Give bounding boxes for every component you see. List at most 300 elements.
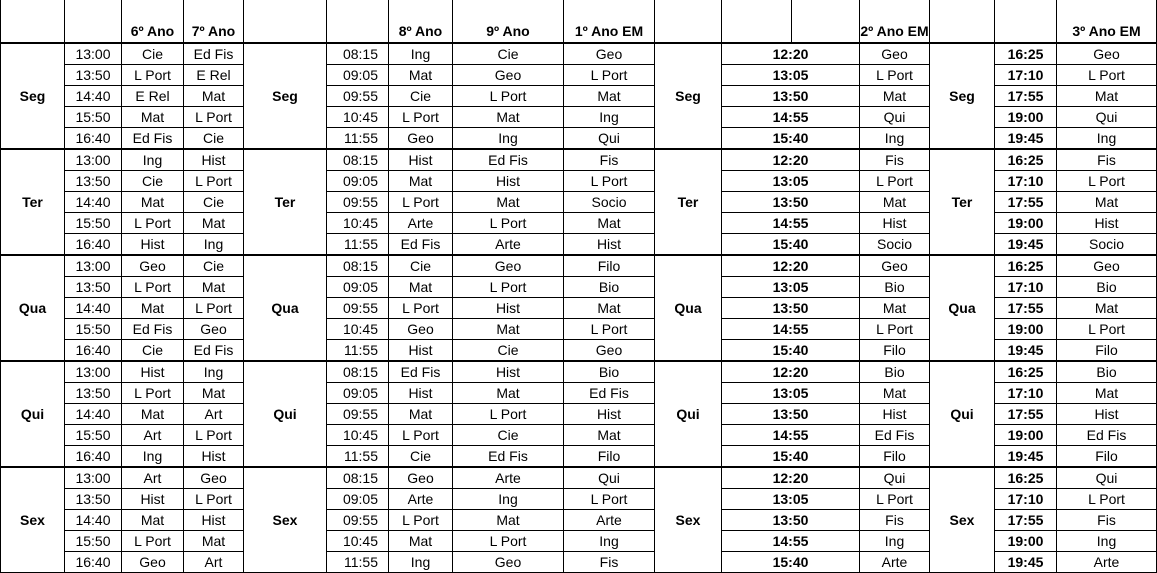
subject-2-ano-em: L Port [860,65,930,86]
header-row [1,0,1157,43]
subject-9-ano: Arte [453,467,564,489]
subject-3-ano-em: Geo [1057,255,1157,277]
subject-7-ano: Cie [184,255,244,277]
subject-9-ano: Mat [453,383,564,404]
subject-1-ano-em: Geo [564,43,655,65]
time-cell: 09:55 [327,86,389,107]
subject-8-ano: L Port [389,425,453,446]
subject-2-ano-em: Bio [860,277,930,298]
time-cell: 14:40 [65,510,122,531]
day-label: Qui [930,361,995,467]
header-time-blank [65,0,122,43]
day-label: Seg [244,43,327,149]
day-label: Qua [1,255,65,361]
time-cell: 08:15 [327,43,389,65]
time-cell: 19:00 [995,531,1057,552]
subject-6-ano: Geo [122,552,184,573]
subject-8-ano: Ing [389,552,453,573]
subject-1-ano-em: Bio [564,277,655,298]
subject-1-ano-em: Mat [564,425,655,446]
subject-8-ano: Hist [389,340,453,362]
subject-6-ano: Hist [122,361,184,383]
subject-1-ano-em: Filo [564,255,655,277]
day-label: Ter [244,149,327,255]
day-label: Sex [930,467,995,573]
time-cell: 09:05 [327,489,389,510]
subject-1-ano-em: Filo [564,446,655,468]
subject-7-ano: Cie [184,128,244,150]
time-cell: 13:05 [722,171,860,192]
time-cell: 15:40 [722,552,860,573]
time-cell: 10:45 [327,319,389,340]
time-cell: 13:50 [722,510,860,531]
day-label: Qui [655,361,722,467]
time-cell: 16:40 [65,446,122,468]
subject-3-ano-em: Qui [1057,107,1157,128]
subject-8-ano: Mat [389,171,453,192]
subject-9-ano: Geo [453,255,564,277]
subject-6-ano: L Port [122,531,184,552]
time-cell: 13:00 [65,255,122,277]
header-9-ano: 9º Ano [453,0,564,43]
time-cell: 17:55 [995,404,1057,425]
time-cell: 17:55 [995,192,1057,213]
subject-1-ano-em: Bio [564,361,655,383]
time-cell: 19:45 [995,552,1057,573]
subject-2-ano-em: Hist [860,213,930,234]
subject-2-ano-em: Ing [860,531,930,552]
day-label: Qui [244,361,327,467]
subject-2-ano-em: L Port [860,319,930,340]
subject-3-ano-em: Socio [1057,234,1157,256]
subject-6-ano: Geo [122,255,184,277]
subject-3-ano-em: Ing [1057,531,1157,552]
subject-9-ano: Hist [453,171,564,192]
time-cell: 13:50 [65,489,122,510]
subject-1-ano-em: Mat [564,298,655,319]
subject-3-ano-em: L Port [1057,319,1157,340]
time-cell: 13:50 [722,298,860,319]
subject-1-ano-em: Ing [564,531,655,552]
time-cell: 15:50 [65,319,122,340]
header-day-blank [655,0,722,43]
subject-7-ano: Ing [184,234,244,256]
time-cell: 13:05 [722,65,860,86]
subject-7-ano: Cie [184,192,244,213]
time-cell: 15:50 [65,213,122,234]
header-2-ano-em: 2º Ano EM [860,0,930,43]
time-cell: 13:00 [65,43,122,65]
day-label: Seg [930,43,995,149]
subject-6-ano: Art [122,467,184,489]
subject-8-ano: Hist [389,149,453,171]
time-cell: 17:55 [995,86,1057,107]
time-cell: 09:55 [327,404,389,425]
time-cell: 16:25 [995,43,1057,65]
subject-9-ano: Hist [453,298,564,319]
subject-6-ano: E Rel [122,86,184,107]
time-cell: 13:50 [65,383,122,404]
time-cell: 14:55 [722,319,860,340]
subject-2-ano-em: Socio [860,234,930,256]
subject-7-ano: L Port [184,425,244,446]
subject-8-ano: Geo [389,319,453,340]
time-cell: 13:00 [65,149,122,171]
subject-3-ano-em: Filo [1057,340,1157,362]
subject-7-ano: Geo [184,467,244,489]
subject-2-ano-em: Ed Fis [860,425,930,446]
time-cell: 19:00 [995,425,1057,446]
subject-1-ano-em: Geo [564,340,655,362]
time-cell: 10:45 [327,425,389,446]
time-cell: 19:00 [995,107,1057,128]
day-label: Sex [655,467,722,573]
subject-8-ano: Mat [389,531,453,552]
day-label: Qui [1,361,65,467]
subject-8-ano: Arte [389,213,453,234]
time-cell: 08:15 [327,467,389,489]
subject-2-ano-em: L Port [860,489,930,510]
subject-8-ano: Ed Fis [389,234,453,256]
subject-2-ano-em: Fis [860,149,930,171]
subject-6-ano: Cie [122,171,184,192]
subject-8-ano: Geo [389,128,453,150]
time-cell: 16:40 [65,552,122,573]
day-label: Qua [244,255,327,361]
subject-7-ano: Mat [184,277,244,298]
subject-9-ano: Cie [453,425,564,446]
header-3-ano-em: 3º Ano EM [1057,0,1157,43]
subject-2-ano-em: Bio [860,361,930,383]
subject-1-ano-em: Mat [564,213,655,234]
subject-9-ano: Cie [453,340,564,362]
time-cell: 19:45 [995,234,1057,256]
subject-2-ano-em: Geo [860,255,930,277]
subject-3-ano-em: Filo [1057,446,1157,468]
subject-3-ano-em: Bio [1057,361,1157,383]
day-label: Ter [1,149,65,255]
subject-3-ano-em: Fis [1057,510,1157,531]
time-cell: 17:10 [995,65,1057,86]
time-cell: 11:55 [327,552,389,573]
time-cell: 08:15 [327,149,389,171]
header-day-blank [1,0,65,43]
subject-1-ano-em: Mat [564,86,655,107]
subject-9-ano: L Port [453,213,564,234]
subject-7-ano: L Port [184,107,244,128]
time-cell: 12:20 [722,467,860,489]
time-cell: 19:45 [995,340,1057,362]
subject-1-ano-em: L Port [564,171,655,192]
subject-6-ano: Cie [122,43,184,65]
subject-1-ano-em: Fis [564,552,655,573]
subject-7-ano: E Rel [184,65,244,86]
header-7-ano: 7º Ano [184,0,244,43]
table-row [1,255,1157,277]
subject-2-ano-em: Qui [860,467,930,489]
time-cell: 10:45 [327,213,389,234]
time-cell: 08:15 [327,361,389,383]
subject-1-ano-em: Fis [564,149,655,171]
subject-6-ano: Mat [122,192,184,213]
time-cell: 17:55 [995,510,1057,531]
subject-9-ano: Arte [453,234,564,256]
table-row [1,361,1157,383]
time-cell: 12:20 [722,255,860,277]
subject-3-ano-em: Fis [1057,149,1157,171]
header-time-blank [327,0,389,43]
subject-8-ano: Cie [389,255,453,277]
subject-2-ano-em: Hist [860,404,930,425]
time-cell: 09:05 [327,277,389,298]
time-cell: 17:10 [995,277,1057,298]
day-label: Sex [244,467,327,573]
time-cell: 09:55 [327,298,389,319]
time-cell: 14:40 [65,86,122,107]
time-cell: 14:55 [722,531,860,552]
subject-6-ano: Mat [122,510,184,531]
subject-7-ano: Hist [184,149,244,171]
subject-8-ano: Mat [389,404,453,425]
time-cell: 13:05 [722,383,860,404]
subject-7-ano: Ing [184,361,244,383]
time-cell: 13:50 [65,65,122,86]
subject-6-ano: Art [122,425,184,446]
time-cell: 14:40 [65,404,122,425]
subject-3-ano-em: Geo [1057,43,1157,65]
time-cell: 17:10 [995,171,1057,192]
time-cell: 13:05 [722,277,860,298]
subject-2-ano-em: Ing [860,128,930,150]
subject-7-ano: Ed Fis [184,340,244,362]
subject-3-ano-em: Mat [1057,192,1157,213]
time-cell: 14:40 [65,298,122,319]
subject-6-ano: Mat [122,107,184,128]
subject-6-ano: Mat [122,298,184,319]
subject-8-ano: Ed Fis [389,361,453,383]
time-cell: 15:40 [722,340,860,362]
header-time-blank [995,0,1057,43]
subject-9-ano: Ed Fis [453,446,564,468]
time-cell: 17:10 [995,383,1057,404]
time-cell: 16:25 [995,361,1057,383]
subject-9-ano: Ed Fis [453,149,564,171]
subject-9-ano: Mat [453,107,564,128]
subject-3-ano-em: Mat [1057,86,1157,107]
subject-9-ano: Ing [453,128,564,150]
day-label: Ter [930,149,995,255]
subject-1-ano-em: Socio [564,192,655,213]
time-cell: 09:05 [327,383,389,404]
subject-9-ano: L Port [453,404,564,425]
subject-8-ano: Cie [389,86,453,107]
subject-1-ano-em: Hist [564,234,655,256]
time-cell: 12:20 [722,149,860,171]
subject-1-ano-em: Ing [564,107,655,128]
header-1-ano-em: 1º Ano EM [564,0,655,43]
subject-2-ano-em: L Port [860,171,930,192]
time-cell: 16:25 [995,255,1057,277]
time-cell: 17:10 [995,489,1057,510]
subject-3-ano-em: Mat [1057,298,1157,319]
day-label: Ter [655,149,722,255]
subject-7-ano: L Port [184,489,244,510]
subject-2-ano-em: Mat [860,192,930,213]
table-row [1,43,1157,65]
subject-3-ano-em: L Port [1057,489,1157,510]
table-row [1,149,1157,171]
day-label: Seg [655,43,722,149]
subject-6-ano: Cie [122,340,184,362]
time-cell: 14:55 [722,107,860,128]
subject-2-ano-em: Mat [860,383,930,404]
time-cell: 19:00 [995,213,1057,234]
subject-6-ano: Ed Fis [122,319,184,340]
subject-3-ano-em: Bio [1057,277,1157,298]
subject-1-ano-em: Qui [564,128,655,150]
subject-6-ano: Hist [122,489,184,510]
subject-2-ano-em: Mat [860,298,930,319]
subject-3-ano-em: Hist [1057,404,1157,425]
time-cell: 12:20 [722,361,860,383]
time-cell: 19:45 [995,446,1057,468]
day-label: Qua [930,255,995,361]
subject-9-ano: Mat [453,319,564,340]
subject-1-ano-em: Arte [564,510,655,531]
time-cell: 13:05 [722,489,860,510]
time-cell: 13:50 [722,86,860,107]
subject-3-ano-em: Arte [1057,552,1157,573]
header-day-blank [930,0,995,43]
subject-6-ano: L Port [122,277,184,298]
table-row [1,467,1157,489]
time-cell: 15:50 [65,531,122,552]
time-cell: 14:40 [65,192,122,213]
time-cell: 15:50 [65,425,122,446]
time-cell: 09:55 [327,192,389,213]
subject-7-ano: L Port [184,171,244,192]
day-label: Sex [1,467,65,573]
subject-8-ano: Ing [389,43,453,65]
header-blank [792,0,860,43]
day-label: Seg [1,43,65,149]
subject-6-ano: Ed Fis [122,128,184,150]
time-cell: 14:55 [722,213,860,234]
time-cell: 09:05 [327,171,389,192]
subject-3-ano-em: Ing [1057,128,1157,150]
time-cell: 14:55 [722,425,860,446]
subject-9-ano: Ing [453,489,564,510]
time-cell: 13:00 [65,361,122,383]
header-6-ano: 6º Ano [122,0,184,43]
time-cell: 09:55 [327,510,389,531]
subject-3-ano-em: Hist [1057,213,1157,234]
time-cell: 16:25 [995,149,1057,171]
subject-7-ano: Mat [184,86,244,107]
subject-2-ano-em: Qui [860,107,930,128]
time-cell: 11:55 [327,446,389,468]
subject-2-ano-em: Mat [860,86,930,107]
time-cell: 11:55 [327,128,389,150]
time-cell: 15:40 [722,128,860,150]
time-cell: 15:40 [722,446,860,468]
subject-8-ano: Arte [389,489,453,510]
subject-9-ano: Cie [453,43,564,65]
subject-3-ano-em: L Port [1057,171,1157,192]
subject-6-ano: L Port [122,65,184,86]
subject-7-ano: Ed Fis [184,43,244,65]
subject-9-ano: L Port [453,531,564,552]
subject-9-ano: Mat [453,510,564,531]
time-cell: 09:05 [327,65,389,86]
time-cell: 12:20 [722,43,860,65]
header-8-ano: 8º Ano [389,0,453,43]
time-cell: 16:25 [995,467,1057,489]
subject-6-ano: Ing [122,446,184,468]
subject-7-ano: Geo [184,319,244,340]
time-cell: 10:45 [327,107,389,128]
time-cell: 13:50 [65,277,122,298]
subject-3-ano-em: Mat [1057,383,1157,404]
subject-3-ano-em: L Port [1057,65,1157,86]
time-cell: 19:45 [995,128,1057,150]
subject-8-ano: Mat [389,277,453,298]
subject-2-ano-em: Filo [860,340,930,362]
time-cell: 15:40 [722,234,860,256]
time-cell: 11:55 [327,234,389,256]
time-cell: 13:50 [722,404,860,425]
subject-9-ano: L Port [453,86,564,107]
time-cell: 13:50 [722,192,860,213]
subject-2-ano-em: Filo [860,446,930,468]
subject-9-ano: Geo [453,552,564,573]
subject-8-ano: Geo [389,467,453,489]
subject-7-ano: Art [184,552,244,573]
subject-6-ano: L Port [122,383,184,404]
subject-8-ano: Mat [389,65,453,86]
time-cell: 19:00 [995,319,1057,340]
subject-8-ano: L Port [389,107,453,128]
time-cell: 16:40 [65,234,122,256]
subject-7-ano: Mat [184,383,244,404]
subject-8-ano: Cie [389,446,453,468]
subject-3-ano-em: Qui [1057,467,1157,489]
subject-7-ano: L Port [184,298,244,319]
subject-7-ano: Mat [184,531,244,552]
subject-1-ano-em: Qui [564,467,655,489]
subject-6-ano: Mat [122,404,184,425]
subject-8-ano: Hist [389,383,453,404]
subject-6-ano: Hist [122,234,184,256]
subject-7-ano: Hist [184,446,244,468]
subject-9-ano: Hist [453,361,564,383]
subject-6-ano: L Port [122,213,184,234]
subject-8-ano: L Port [389,510,453,531]
subject-9-ano: L Port [453,277,564,298]
subject-1-ano-em: Ed Fis [564,383,655,404]
subject-8-ano: L Port [389,298,453,319]
header-day-blank [244,0,327,43]
time-cell: 08:15 [327,255,389,277]
time-cell: 16:40 [65,340,122,362]
time-cell: 10:45 [327,531,389,552]
time-cell: 16:40 [65,128,122,150]
subject-1-ano-em: L Port [564,65,655,86]
time-cell: 17:55 [995,298,1057,319]
subject-1-ano-em: Hist [564,404,655,425]
subject-1-ano-em: L Port [564,489,655,510]
time-cell: 13:50 [65,171,122,192]
